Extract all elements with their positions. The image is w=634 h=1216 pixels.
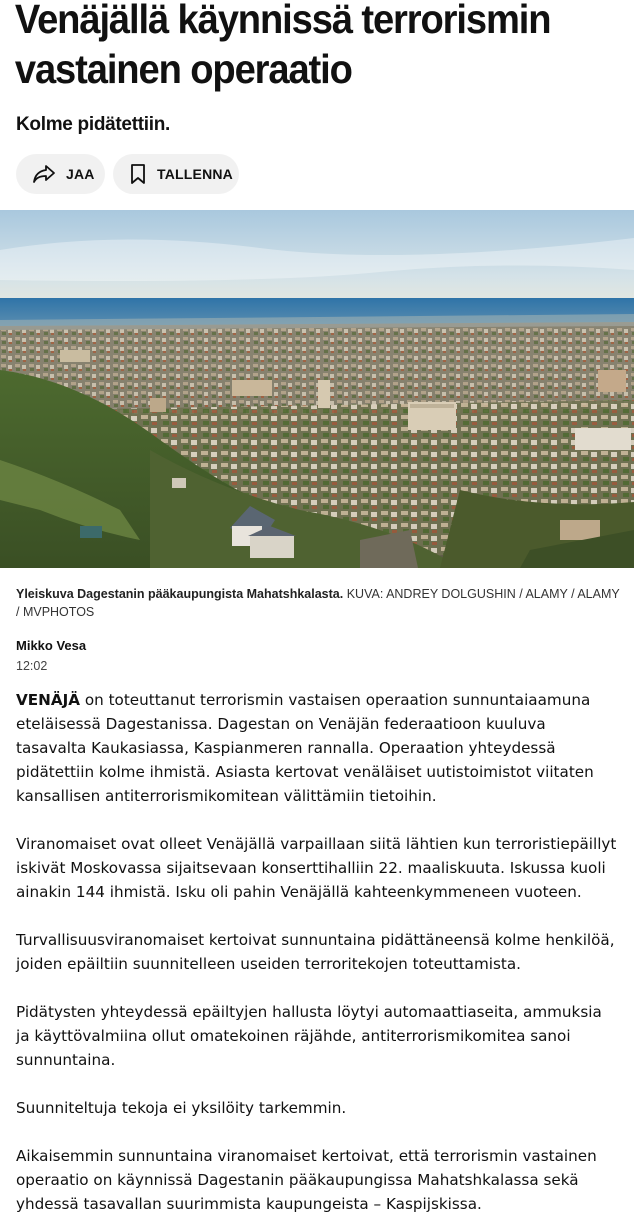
body-paragraph-4: Pidätysten yhteydessä epäiltyjen hallusta löytyi automaattiaseita, ammuksia ja käyttövalmiina ollut omatekoinen räjähde, antiterrorismikomitea sanoi sunnuntaina. [16,1003,602,1069]
author-name[interactable]: Mikko Vesa [16,638,87,653]
share-label: JAA [66,166,95,182]
body-paragraph-2: Viranomaiset ovat olleet Venäjällä varpaillaan siitä lähtien kun terroristiepäillyt iskivät Moskovassa sijaitsevaan konserttihalliin 22. maaliskuuta. Iskussa kuoli ainakin 144 ihmistä. Isku oli pahin Venäjällä kahteenkymmeneen vuoteen. [16,835,617,901]
body-kicker: VENÄJÄ [16,691,80,709]
body-paragraph-3: Turvallisuusviranomaiset kertoivat sunnuntaina pidättäneensä kolme henkilöä, joiden epäiltiin suunnitelleen useiden terroritekojen toteuttamista. [16,931,615,973]
share-button[interactable] [16,154,105,194]
body-paragraph-5: Suunniteltuja tekoja ei yksilöity tarkemmin. [16,1099,347,1117]
image-caption [16,585,626,621]
hero-image [0,210,634,568]
share-arrow-icon [32,162,56,186]
article-headline: Venäjällä käynnissä terrorismin vastainen operaatio [14,0,551,92]
image-credit: KUVA: ANDREY DOLGUSHIN / ALAMY / ALAMY / MVPHOTOS [16,587,620,619]
body-paragraph-1 [16,688,618,808]
article-lead: Kolme pidätettiin. [16,114,170,135]
publish-time: 12:02 [16,659,48,673]
article-actions [16,154,239,194]
bookmark-icon [129,162,147,186]
body-paragraph-1-text: on toteuttanut terrorismin vastaisen operaation sunnuntaiaamuna eteläisessä Dagestanissa. Dagestan on Venäjän federaatioon kuuluva tasavalta Kaukasiassa, Kaspianmeren rannalla. Operaation yhteydessä pidätettiin kolme ihmistä. Asiasta kertovat venäläiset uutistoimistot viitaten kansallisen antiterrorismikomitean välittämiin tietoihin. [16,691,594,805]
body-paragraph-6: Aikaisemmin sunnuntaina viranomaiset kertoivat, että terrorismin vastainen operaatio on käynnissä Dagestanin pääkaupungissa Mahatshkalassa sekä yhdessä tasavallan suurimmista kaupungeista – Kaspijskissa. [16,1147,597,1213]
save-label: TALLENNA [157,166,233,182]
save-button[interactable] [113,154,239,194]
caption-text: Yleiskuva Dagestanin pääkaupungista Mahatshkalasta. [16,587,344,601]
